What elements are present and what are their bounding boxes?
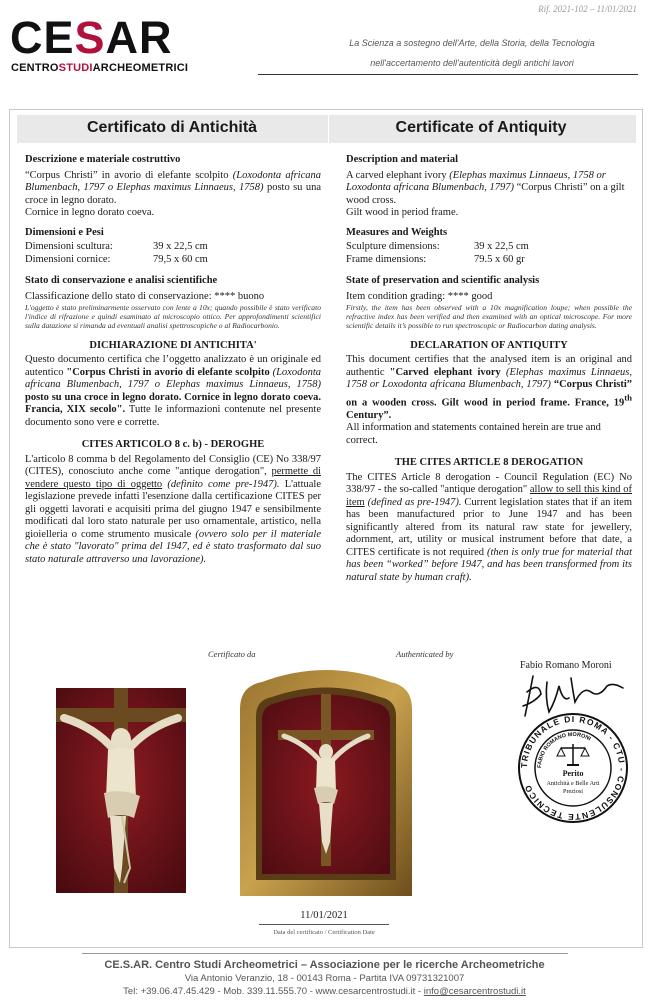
declaration-text: [346, 354, 632, 422]
stamp-specialty: Antichità e Belle Arti: [546, 780, 600, 787]
dimension-row: [25, 241, 321, 254]
text: (Elephas maximus Linnaeus, 1758 or Loxodonta africana Blumenbach, 1797): [346, 169, 606, 193]
cesar-logo: [10, 12, 173, 63]
text: allow to sell this kind of item: [346, 484, 632, 508]
description-text: [346, 170, 632, 208]
footer-rule: [82, 953, 568, 954]
logo-sub-part: CENTRO: [11, 62, 59, 74]
italian-column: [25, 154, 321, 566]
section-heading: CITES ARTICOLO 8 c. b) - DEROGHE: [81, 439, 265, 451]
logo-sub-accent: STUDI: [58, 62, 93, 74]
section-heading: Descrizione e materiale costruttivo: [25, 154, 181, 165]
detail-photo: [56, 688, 186, 893]
dimension-value: 79,5 x 60 cm: [153, 253, 208, 265]
text: (Elephas maximus Linnaeus, 1758 or Loxodonta africana Blumenbach, 1797): [346, 366, 633, 391]
tagline-1: La Scienza a sostegno dell'Arte, della Storia, della Tecnologia: [349, 38, 595, 48]
footer-address: Via Antonio Veranzio, 18 - 00143 Roma - Partita IVA 09731321007: [184, 973, 465, 984]
logo-accent: S: [74, 12, 106, 63]
logo-part: CE: [10, 12, 75, 63]
footer-contact-text: Tel: +39.06.47.45.429 - Mob. 339.11.555.70 - www.cesarcentrostudi.it -: [123, 986, 424, 997]
stamp-role: Perito: [562, 769, 584, 778]
text: “Corpus Christi” in avorio di elefante scolpito: [25, 169, 233, 181]
text: posto su una croce in legno dorato.: [25, 182, 321, 206]
cites-text: [25, 454, 321, 567]
stamp-specialty: Preziosi: [563, 788, 583, 795]
dimension-row: [346, 241, 632, 254]
text: Current legislation states that if an item has been manufactured prior to June 1947 and has been significantly altered from its natural raw state for jewellery, adornment, art, utility or musical instrument before that date, a CITES certificate is not required: [346, 496, 632, 558]
text: "Carved elephant ivory: [389, 366, 501, 378]
declaration-text: [25, 354, 321, 429]
logo-subtitle: [11, 62, 188, 74]
text: permette di vendere questo tipo di oggetto: [25, 466, 321, 490]
title-english: Certificate of Antiquity: [395, 119, 567, 136]
description-frame: Cornice in legno dorato coeva.: [25, 207, 155, 218]
section-heading: Description and material: [346, 154, 458, 165]
text: (Loxodonta africana Blumenbach, 1797 o Elephas maximus Linnaeus, 1758): [25, 366, 322, 391]
authenticated-by-label: Authenticated by: [396, 649, 454, 659]
dimension-value: 39 x 22,5 cm: [153, 241, 208, 252]
footer-email-link[interactable]: info@cesarcentrostudi.it: [423, 986, 526, 997]
english-column: [346, 154, 632, 584]
text: (definito come pre-1947).: [162, 478, 280, 490]
footer-contacts: [0, 986, 649, 997]
date-caption: Data del certificato / Certification Date: [273, 929, 375, 936]
date-rule: [259, 924, 389, 925]
reference-number: Rif. 2021-102 – 11/01/2021: [538, 4, 637, 14]
stamp-inner-text: FABIO ROMANO MORONI: [536, 731, 592, 769]
signatory-name: Fabio Romano Moroni: [520, 660, 612, 671]
text: Tutte le informazioni contenute nel presente documento sono vere e corrette.: [25, 404, 321, 428]
section-heading: DICHIARAZIONE DI ANTICHITA': [89, 339, 257, 351]
analysis-note: L'oggetto è stato preliminarmente osservato con lente a 10x; quando possibile è stato verificato l'indice di rifrazione e quindi esaminato al microscopio ottico. Per approfondimenti scientifici sulla datazione si rimanda ad eventuali analisi spettroscopiche o al Radiocarbonio.: [25, 303, 321, 331]
section-heading: Measures and Weights: [346, 226, 448, 238]
dimension-row: [346, 254, 632, 267]
dimension-row: [25, 254, 321, 267]
section-heading: Dimensioni e Pesi: [25, 226, 104, 238]
header-rule: [258, 74, 638, 75]
certificate-date: 11/01/2021: [300, 910, 348, 921]
text: “Corpus Christi” on a gilt wood cross.: [346, 182, 625, 206]
logo-sub-part: ARCHEOMETRICI: [92, 62, 189, 74]
description-text: [25, 170, 321, 208]
text: (Loxodonta africana Blumenbach, 1797 o Elephas maximus Linnaeus, 1758): [25, 169, 321, 193]
section-heading: State of preservation and scientific analysis: [346, 275, 540, 286]
logo-part: AR: [105, 12, 173, 63]
text: "Corpus Christi in avorio di elefante scolpito: [66, 366, 270, 378]
text: Century”.: [346, 409, 392, 421]
stamp-outer-text: TRIBUNALE DI ROMA - CTU - CONSULENTE TECNICO: [518, 713, 628, 823]
text: This document certifies that the analysed item is an original and authentic: [346, 354, 632, 378]
dimension-value: 39 x 22,5 cm: [474, 241, 529, 252]
section-heading: THE CITES ARTICLE 8 DEROGATION: [394, 457, 584, 469]
analysis-note: Firstly, the item has been observed with a 10x magnification loupe; when possible the refractive index has been verified and then examined with an optical microscope. For more scientific details it’s possible to run spectroscopic or Radiocarbon dating analysis.: [346, 303, 632, 331]
text: The CITES Article 8 derogation - Council Regulation (EC) No 338/97 - the so-called "antique derogation": [346, 471, 632, 496]
footer-company: CE.S.AR. Centro Studi Archeometrici – Associazione per le ricerche Archeometriche: [104, 959, 545, 971]
framed-photo: [240, 664, 412, 896]
text: th: [624, 392, 632, 403]
section-heading: Stato di conservazione e analisi scientifiche: [25, 275, 218, 286]
condition-grade: Item condition grading: **** good: [346, 290, 493, 302]
title-italian: Certificato di Antichità: [86, 119, 258, 136]
dimension-label: Dimensioni cornice:: [25, 253, 111, 265]
description-frame: Gilt wood in period frame.: [346, 207, 459, 218]
title-divider: [328, 115, 329, 143]
text: posto su una croce in legno dorato. Cornice in legno dorato coeva. Francia, XIX secolo".: [25, 391, 321, 416]
tagline-2: nell'accertamento dell'autenticità degli antichi lavori: [370, 58, 574, 68]
declaration-true: All information and statements contained herein are true and correct.: [346, 422, 601, 446]
dimension-label: Dimensioni scultura:: [25, 241, 113, 252]
dimension-value: 79.5 x 60 gr: [474, 253, 525, 265]
official-stamp: [517, 712, 629, 824]
dimension-label: Frame dimensions:: [346, 253, 427, 265]
scales-icon: [557, 744, 589, 766]
section-heading: DECLARATION OF ANTIQUITY: [410, 339, 568, 351]
text: Questo documento certifica che l’oggetto analizzato è un originale ed autentico: [25, 354, 321, 378]
text: “Corpus Christi” on a wooden cross. Gilt wood in period frame. France, 19: [346, 379, 632, 409]
text: L'attuale legislazione prevede infatti l'esenzione dalla certificazione CITES per gli oggetti lavorati e acquisiti prima del giugno 1947 e sensibilmente modificati dal loro stato naturale per uso ornamentale, artistico, nella gioielleria o come strumento musicale: [25, 478, 321, 540]
certified-by-label: Certificato da: [208, 649, 256, 659]
text: (defined as pre-1947).: [364, 496, 462, 508]
text: A carved elephant ivory: [346, 169, 450, 181]
dimension-label: Sculpture dimensions:: [346, 241, 440, 252]
text: L'articolo 8 comma b del Regolamento del Consiglio (CE) No 338/97 (CITES), conosciuto anche come "antique derogation",: [25, 453, 321, 478]
text: (ovvero solo per il materiale che è stato "lavorato" prima del 1947, ed è stato trasformato dal suo stato naturale attraverso una lavorazione).: [25, 528, 321, 565]
cites-text: [346, 472, 632, 585]
text: (then is only true for material that has been “worked” before 1947, and has been transformed from its natural state by human craft).: [346, 546, 632, 583]
condition-grade: Classificazione dello stato di conservazione: **** buono: [25, 290, 265, 302]
